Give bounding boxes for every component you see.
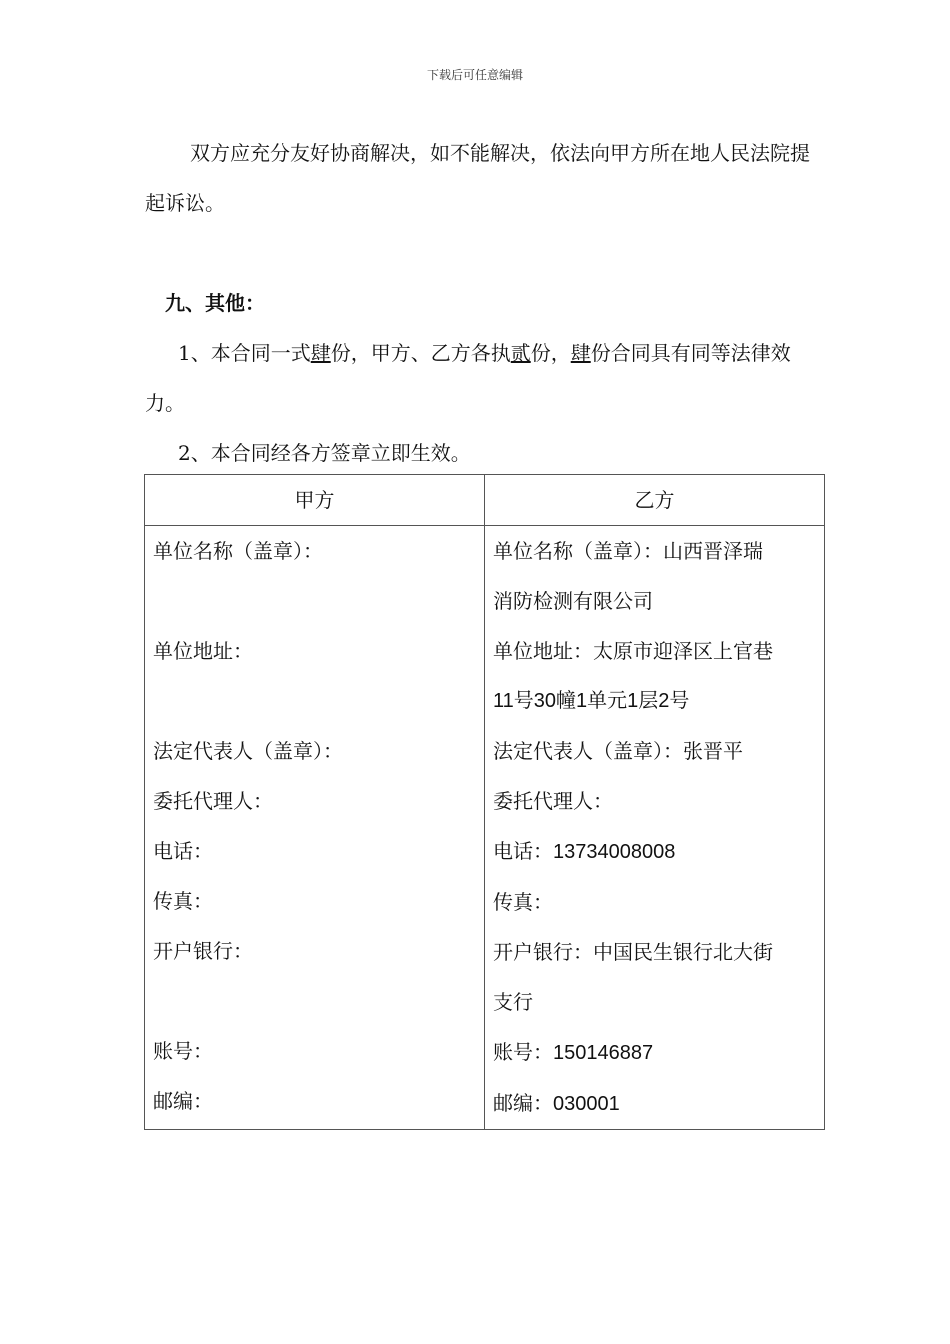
party-a-address-value <box>153 676 476 726</box>
copies-each-underlined: 贰 <box>510 341 531 365</box>
party-b-rep-value: 张晋平 <box>683 739 743 763</box>
party-b-bank-value-1: 中国民生银行北大街 <box>593 940 773 964</box>
party-b-rep-line <box>493 726 816 776</box>
party-b-phone-label: 电话： <box>493 839 553 863</box>
party-b-title: 乙方 <box>485 475 825 526</box>
party-a-bank-label: 开户银行： <box>153 939 253 963</box>
signature-table <box>144 474 825 1130</box>
party-b-rep-label: 法定代表人（盖章）： <box>493 739 683 763</box>
dispute-paragraph: 双方应充分友好协商解决，如不能解决，依法向甲方所在地人民法院提起诉讼。 <box>145 141 810 215</box>
party-a-name-label: 单位名称（盖章）： <box>153 539 323 563</box>
party-a-bank-value <box>153 976 476 1026</box>
clause-effective: 2、本合同经各方签章立即生效。 <box>178 441 471 465</box>
table-body-row <box>145 526 825 1130</box>
party-b-bank-value-2: 支行 <box>493 990 533 1014</box>
section-heading-other: 九、其他： <box>165 291 265 315</box>
table-header-row <box>145 475 825 526</box>
party-b-bank-line <box>493 927 816 977</box>
clause-copies <box>145 328 825 428</box>
party-b-account-label: 账号： <box>493 1040 553 1064</box>
party-b-name-label: 单位名称（盖章）： <box>493 539 663 563</box>
party-a-title: 甲方 <box>145 475 485 526</box>
party-a-agent-label: 委托代理人： <box>153 789 273 813</box>
party-b-bank-label: 开户银行： <box>493 940 593 964</box>
party-b-phone-value: 13734008008 <box>553 841 676 863</box>
party-a-fax-label: 传真： <box>153 889 213 913</box>
party-b-address-value-1: 太原市迎泽区上官巷 <box>593 639 773 663</box>
party-b-account-line <box>493 1027 816 1078</box>
party-b-address-value-2: 11号30幢1单元1层2号 <box>493 690 690 712</box>
party-a-name-value <box>153 576 476 626</box>
party-b-fax-label: 传真： <box>493 890 553 914</box>
party-b-name-line <box>493 526 816 576</box>
header-note: 下载后可任意编辑 <box>426 68 523 82</box>
party-b-postcode-line <box>493 1078 816 1129</box>
party-b-cell <box>485 526 825 1130</box>
party-b-postcode-label: 邮编： <box>493 1091 553 1115</box>
party-a-postcode-label: 邮编： <box>153 1089 213 1113</box>
copies-total-underlined-2: 肆 <box>570 341 591 365</box>
party-b-agent-label: 委托代理人： <box>493 789 613 813</box>
party-b-phone-line <box>493 826 816 877</box>
party-b-address-label: 单位地址： <box>493 639 593 663</box>
party-a-address-label: 单位地址： <box>153 639 253 663</box>
party-b-account-value: 150146887 <box>553 1042 654 1064</box>
party-b-address-line <box>493 626 816 676</box>
party-a-cell <box>145 526 485 1130</box>
party-b-name-value-2: 消防检测有限公司 <box>493 589 653 613</box>
party-b-postcode-value: 030001 <box>553 1093 620 1115</box>
copies-total-underlined: 肆 <box>310 341 331 365</box>
party-b-name-value-1: 山西晋泽瑞 <box>663 539 763 563</box>
clause-copies-text-2: 份，甲方、乙方各执 <box>330 341 511 365</box>
party-a-account-label: 账号： <box>153 1039 213 1063</box>
clause-copies-text-4: 份合同具有同等法律效力。 <box>145 341 791 415</box>
clause-copies-text-1: 1、本合同一式 <box>178 341 311 365</box>
party-a-phone-label: 电话： <box>153 839 213 863</box>
clause-copies-text-3: 份， <box>530 341 571 365</box>
party-a-rep-label: 法定代表人（盖章）： <box>153 739 343 763</box>
